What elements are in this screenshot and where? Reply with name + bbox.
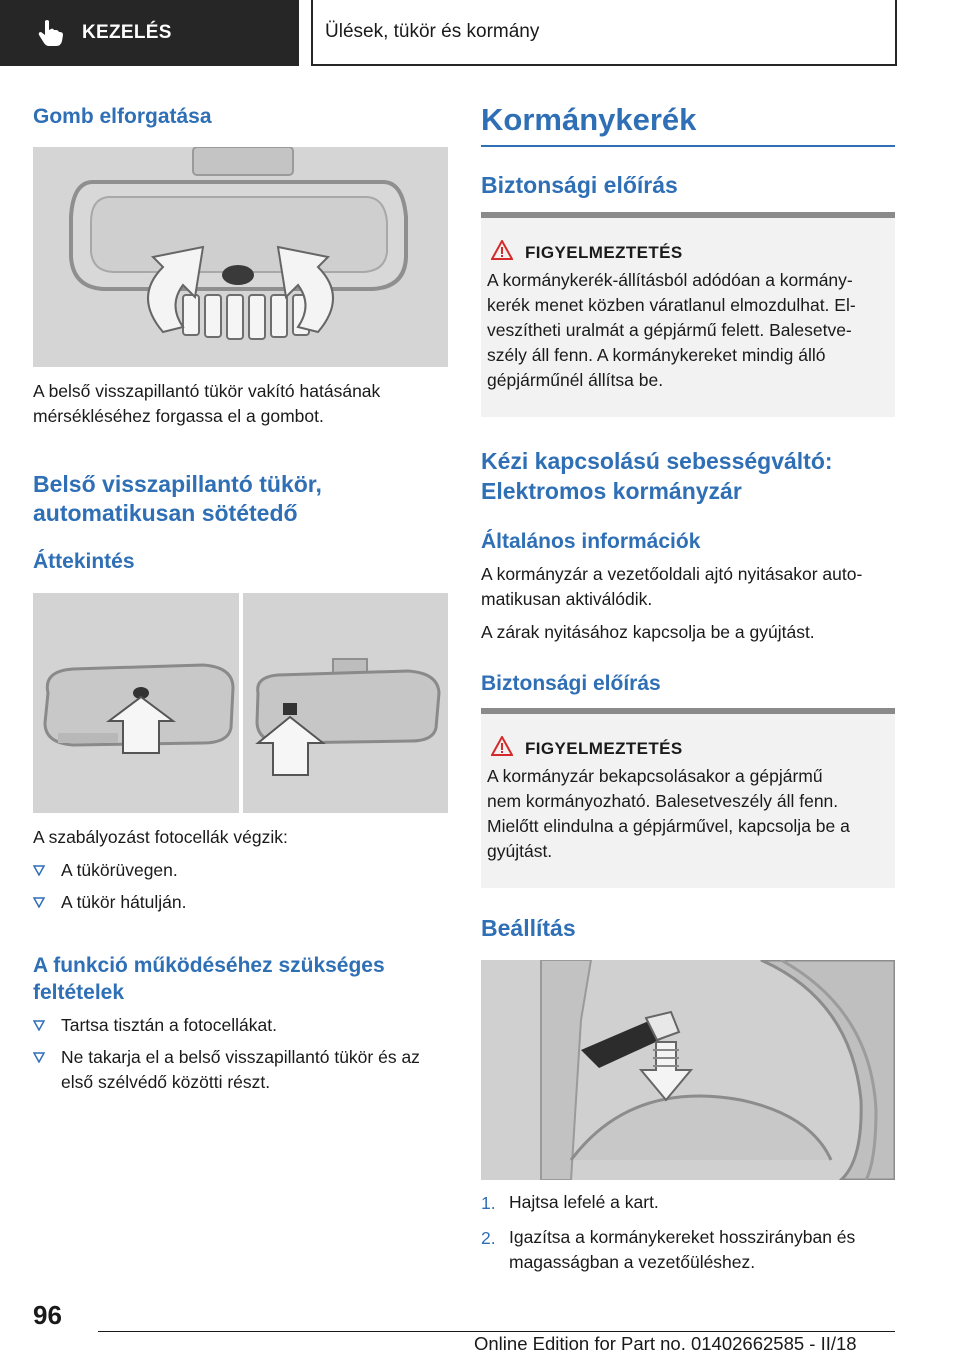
warning-text bbox=[487, 268, 856, 393]
step-line: Igazítsa a kormánykereket hosszirányban és bbox=[509, 1227, 856, 1247]
heading-auto-dimming-mirror bbox=[33, 470, 322, 528]
heading-rotate-knob: Gomb elforgatása bbox=[33, 105, 212, 128]
list-item bbox=[33, 858, 448, 883]
warning-line: kerék menet közben váratlanul elmozdulhat. El- bbox=[487, 295, 856, 315]
list-item-text: A tükör hátulján. bbox=[61, 892, 187, 912]
warning-line: Mielőtt elindulna a gépjárművel, kapcsolja be a bbox=[487, 816, 850, 836]
footer-rule bbox=[98, 1331, 895, 1332]
step-text: Hajtsa lefelé a kart. bbox=[509, 1192, 659, 1212]
triangle-bullet-icon bbox=[33, 897, 45, 908]
list-item bbox=[33, 1045, 448, 1095]
mirror-knob-figure bbox=[33, 147, 448, 367]
heading-line: automatikusan sötétedő bbox=[33, 500, 298, 526]
warning-box-1 bbox=[481, 218, 895, 417]
heading-line: Belső visszapillantó tükör, bbox=[33, 471, 322, 497]
chapter-header bbox=[311, 0, 897, 66]
heading-setting: Beállítás bbox=[481, 915, 576, 941]
warning-line: A kormányzár bekapcsolásakor a gépjármű bbox=[487, 766, 823, 786]
warning-triangle-icon bbox=[491, 736, 513, 756]
section-label: KEZELÉS bbox=[82, 22, 172, 43]
step-number: 1. bbox=[481, 1193, 496, 1213]
list-item-text: A tükörüvegen. bbox=[61, 860, 178, 880]
warning-triangle-icon bbox=[491, 240, 513, 260]
warning-line: gyújtást. bbox=[487, 841, 553, 861]
warning-line: szély áll fenn. A kormánykereket mindig álló bbox=[487, 345, 826, 365]
step-text bbox=[509, 1225, 855, 1275]
heading-line: A funkció működéséhez szükséges bbox=[33, 954, 385, 977]
photocell-paragraph: A szabályozást fotocellák végzik: bbox=[33, 827, 288, 847]
triangle-bullet-icon bbox=[33, 1052, 45, 1063]
paragraph-line: A kormányzár a vezetőoldali ajtó nyitásakor auto- bbox=[481, 564, 863, 584]
list-item bbox=[33, 1013, 448, 1038]
list-item-line: első szélvédő közötti részt. bbox=[61, 1072, 271, 1092]
warning-label: FIGYELMEZTETÉS bbox=[525, 243, 683, 262]
warning-line: A kormánykerék-állításból adódóan a kormány- bbox=[487, 270, 853, 290]
list-item-text: Tartsa tisztán a fotocellákat. bbox=[61, 1015, 277, 1035]
heading-conditions bbox=[33, 952, 385, 1006]
warning-text bbox=[487, 764, 850, 864]
photocell-figure bbox=[33, 593, 448, 813]
heading-steering-wheel: Kormánykerék bbox=[481, 102, 697, 137]
header-section-tab bbox=[0, 0, 299, 66]
chapter-title: Ülések, tükör és kormány bbox=[325, 21, 540, 42]
heading-general-info: Általános információk bbox=[481, 530, 701, 553]
rotate-paragraph-line: mérsékléséhez forgassa el a gombot. bbox=[33, 406, 324, 426]
warning-line: nem kormányozható. Balesetveszély áll fenn. bbox=[487, 791, 839, 811]
warning-line: gépjárműnél állítsa be. bbox=[487, 370, 664, 390]
list-item bbox=[33, 890, 448, 915]
steering-lever-figure bbox=[481, 960, 895, 1180]
heading-underline bbox=[481, 145, 895, 147]
edition-text: Online Edition for Part no. 01402662585 - II/18 bbox=[474, 1333, 857, 1354]
heading-line: feltételek bbox=[33, 981, 125, 1004]
heading-manual-transmission bbox=[481, 446, 833, 506]
warning-line: veszítheti uralmát a gépjármű felett. Balesetve- bbox=[487, 320, 852, 340]
warning-label: FIGYELMEZTETÉS bbox=[525, 739, 683, 758]
paragraph-line: matikusan aktiválódik. bbox=[481, 589, 653, 609]
rotate-paragraph-line: A belső visszapillantó tükör vakító hatásának bbox=[33, 381, 381, 401]
rotate-paragraph bbox=[33, 379, 380, 429]
triangle-bullet-icon bbox=[33, 865, 45, 876]
heading-safety-2: Biztonsági előírás bbox=[481, 672, 661, 695]
heading-safety-1: Biztonsági előírás bbox=[481, 172, 678, 198]
ignition-paragraph: A zárak nyitásához kapcsolja be a gyújtást. bbox=[481, 622, 815, 642]
triangle-bullet-icon bbox=[33, 1020, 45, 1031]
hand-pointer-icon bbox=[38, 19, 64, 47]
warning-box-2 bbox=[481, 714, 895, 888]
list-item-line: Ne takarja el a belső visszapillantó tükör és az bbox=[61, 1047, 420, 1067]
list-item-text bbox=[61, 1045, 420, 1095]
page-number: 96 bbox=[33, 1300, 62, 1330]
step-line: magasságban a vezetőüléshez. bbox=[509, 1252, 756, 1272]
step-number: 2. bbox=[481, 1228, 496, 1248]
heading-line: Elektromos kormányzár bbox=[481, 478, 742, 504]
heading-overview: Áttekintés bbox=[33, 550, 135, 573]
heading-line: Kézi kapcsolású sebességváltó: bbox=[481, 448, 833, 474]
general-paragraph bbox=[481, 562, 862, 612]
